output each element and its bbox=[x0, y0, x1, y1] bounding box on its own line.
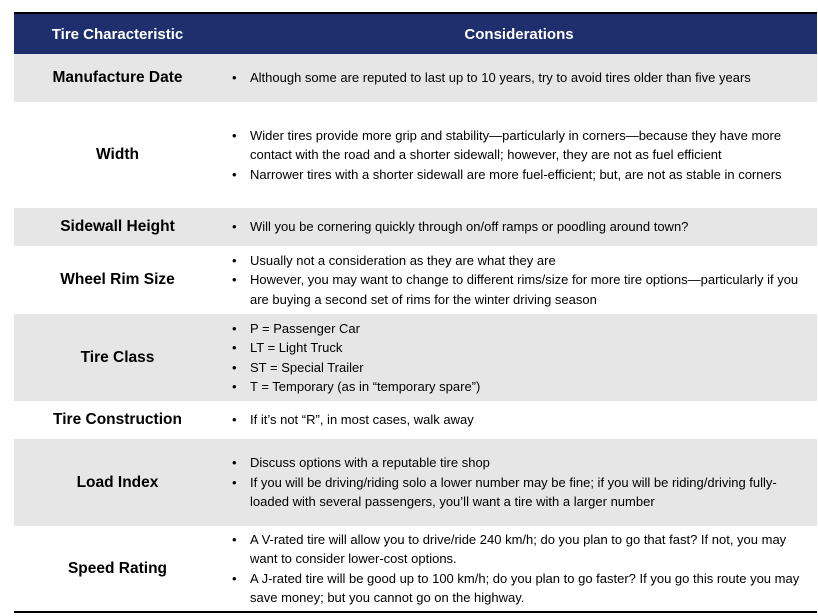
consideration-bullet bbox=[221, 270, 811, 309]
considerations-cell bbox=[221, 246, 817, 314]
bullet-icon: • bbox=[232, 412, 237, 428]
considerations-cell bbox=[221, 208, 817, 246]
consideration-bullet bbox=[221, 410, 811, 429]
bullet-text: Wider tires provide more grip and stability—particularly in corners—because they have more contact with the road and a shorter sidewall; however, they are not as fuel efficient bbox=[250, 127, 782, 163]
table-row bbox=[14, 314, 817, 401]
consideration-bullet bbox=[221, 319, 811, 338]
bullet-text: A V-rated tire will allow you to drive/ride 240 km/h; do you plan to go that fast? If not, you may want to consider lower-cost options. bbox=[250, 531, 787, 567]
bullet-icon: • bbox=[232, 531, 237, 547]
bullet-text: If it’s not “R”, in most cases, walk away bbox=[250, 412, 474, 428]
consideration-bullet bbox=[221, 473, 811, 512]
tire-characteristic-cell: Tire Construction bbox=[53, 411, 182, 428]
tire-characteristic-cell: Tire Class bbox=[80, 348, 155, 366]
bullet-icon: • bbox=[232, 320, 237, 336]
considerations-cell bbox=[221, 314, 817, 401]
consideration-bullet bbox=[221, 338, 811, 357]
table-row bbox=[14, 54, 817, 102]
consideration-bullet bbox=[221, 569, 811, 608]
table-body bbox=[14, 54, 817, 611]
table-row bbox=[14, 401, 817, 439]
consideration-bullet bbox=[221, 126, 811, 165]
considerations-cell bbox=[221, 439, 817, 526]
bullet-icon: • bbox=[232, 570, 237, 586]
header-tire-characteristic: Tire Characteristic bbox=[51, 25, 184, 43]
bullet-icon: • bbox=[232, 455, 237, 471]
tire-characteristic-cell: Wheel Rim Size bbox=[60, 271, 175, 288]
bullet-text: A J-rated tire will be good up to 100 km/h; do you plan to go faster? If you go this route you may save money; but you cannot go on the highway. bbox=[250, 570, 800, 605]
considerations-cell bbox=[221, 102, 817, 208]
table-row bbox=[14, 526, 817, 611]
bullet-text: P = Passenger Car bbox=[250, 320, 360, 336]
bullet-text: Narrower tires with a shorter sidewall are more fuel-efficient; but, are not as stable in corners bbox=[250, 166, 782, 182]
bullet-text: If you will be driving/riding solo a lower number may be fine; if you will be riding/driving fully-loaded with several passengers, you’ll want a tire with a larger number bbox=[250, 474, 777, 510]
tire-characteristic-cell: Width bbox=[96, 146, 139, 163]
bullet-icon: • bbox=[232, 219, 237, 235]
bullet-icon: • bbox=[232, 127, 237, 143]
bullet-text: Usually not a consideration as they are what they are bbox=[250, 252, 556, 268]
table-row bbox=[14, 439, 817, 526]
bullet-text: Discuss options with a reputable tire shop bbox=[250, 455, 490, 471]
bullet-icon: • bbox=[232, 340, 237, 356]
bullet-icon: • bbox=[232, 252, 237, 268]
table-header bbox=[14, 14, 817, 54]
consideration-bullet bbox=[221, 251, 811, 270]
table-row bbox=[14, 208, 817, 246]
header-considerations: Considerations bbox=[464, 25, 574, 43]
considerations-cell bbox=[221, 401, 817, 439]
bullet-text: Although some are reputed to last up to 10 years, try to avoid tires older than five years bbox=[250, 70, 751, 86]
tire-characteristic-cell: Load Index bbox=[76, 473, 159, 491]
bullet-text: Will you be cornering quickly through on/off ramps or poodling around town? bbox=[250, 219, 689, 235]
tire-characteristic-cell: Sidewall Height bbox=[60, 218, 175, 235]
bullet-text: T = Temporary (as in “temporary spare”) bbox=[250, 378, 481, 394]
bullet-text: ST = Special Trailer bbox=[250, 359, 364, 375]
tire-considerations-table bbox=[14, 12, 817, 613]
considerations-cell bbox=[221, 54, 817, 102]
consideration-bullet bbox=[221, 217, 811, 236]
consideration-bullet bbox=[221, 68, 811, 87]
consideration-bullet bbox=[221, 377, 811, 396]
consideration-bullet bbox=[221, 530, 811, 569]
considerations-cell bbox=[221, 526, 817, 611]
consideration-bullet bbox=[221, 453, 811, 472]
consideration-bullet bbox=[221, 165, 811, 184]
bullet-icon: • bbox=[232, 474, 237, 490]
tire-characteristic-cell: Manufacture Date bbox=[52, 69, 183, 86]
tire-characteristic-cell: Speed Rating bbox=[67, 559, 168, 577]
bullet-icon: • bbox=[232, 378, 237, 394]
bullet-text: However, you may want to change to different rims/size for more tire options—particularly if you are buying a second set of rims for the winter driving season bbox=[250, 272, 799, 307]
table-row bbox=[14, 102, 817, 208]
bullet-icon: • bbox=[232, 70, 237, 86]
table-row bbox=[14, 246, 817, 314]
bullet-icon: • bbox=[232, 166, 237, 182]
bullet-text: LT = Light Truck bbox=[250, 340, 343, 356]
consideration-bullet bbox=[221, 358, 811, 377]
bullet-icon: • bbox=[232, 272, 237, 288]
bullet-icon: • bbox=[232, 359, 237, 375]
